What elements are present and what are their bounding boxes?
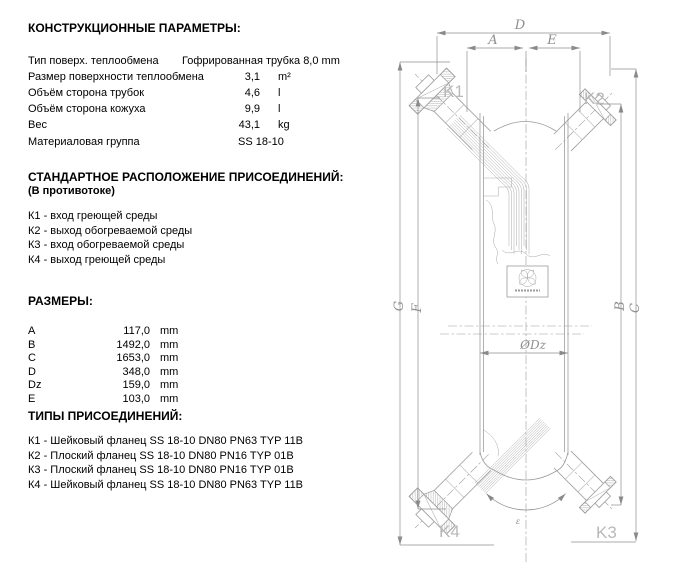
connection-k1-flange <box>396 55 507 166</box>
angle-label: ε <box>515 517 521 526</box>
row-unit: l <box>278 87 281 99</box>
row-unit: mm <box>160 393 179 405</box>
connection-k3-flange <box>540 437 628 525</box>
row-label: Dz <box>28 379 42 391</box>
row-value: Гофрированная трубка 8,0 mm <box>182 55 340 67</box>
list-item: К3 - вход обогреваемой среды <box>28 239 185 251</box>
table-row <box>28 55 373 69</box>
table-row <box>28 352 373 366</box>
connection-label-k3: K3 <box>596 523 617 542</box>
section-subtitle: (В противотоке) <box>28 185 115 197</box>
row-value: 3,1 <box>244 71 260 83</box>
row-unit: mm <box>160 325 179 337</box>
row-label: B <box>28 339 36 351</box>
table-row <box>28 366 373 380</box>
row-unit: mm <box>160 339 179 351</box>
list-item: К3 - Плоский фланец SS 18-10 DN80 PN16 TYP 01B <box>28 464 294 476</box>
table-row <box>28 325 373 339</box>
table-row <box>28 379 373 393</box>
connection-label-k1: K1 <box>443 82 464 101</box>
list-item: К4 - выход греющей среды <box>28 254 166 266</box>
row-value: 117,0 <box>123 325 150 337</box>
table-row <box>28 103 373 117</box>
section-title: КОНСТРУКЦИОННЫЕ ПАРАМЕТРЫ: <box>28 21 241 35</box>
row-value: 159,0 <box>122 379 150 391</box>
row-label: A <box>28 325 36 337</box>
row-label: Объём сторона кожуха <box>28 103 146 115</box>
row-unit: mm <box>160 366 179 378</box>
row-value: 9,9 <box>244 103 260 115</box>
row-value: 4,6 <box>244 87 260 99</box>
row-label: E <box>28 393 36 405</box>
table-row <box>28 71 373 85</box>
dim-label-a: A <box>488 33 498 48</box>
row-unit: l <box>278 103 281 115</box>
dim-label-f: F <box>410 303 425 313</box>
dim-label-d: D <box>514 18 526 33</box>
technical-drawing <box>390 0 700 569</box>
row-unit: kg <box>278 119 290 131</box>
row-unit: m² <box>278 71 291 83</box>
dim-label-e: E <box>547 33 557 48</box>
table-row <box>28 393 373 407</box>
connection-label-k2: K2 <box>584 89 605 108</box>
tube-bundle <box>447 115 550 493</box>
section-title: ТИПЫ ПРИСОЕДИНЕНИЙ: <box>28 409 183 423</box>
table-row <box>28 339 373 353</box>
row-label: D <box>28 366 36 378</box>
manufacturer-logo <box>507 266 548 297</box>
section-title: РАЗМЕРЫ: <box>28 294 93 308</box>
dim-label-c: C <box>628 303 643 313</box>
row-value: 43,1 <box>238 119 260 131</box>
list-item: К2 - Плоский фланец SS 18-10 DN80 PN16 TYP 01B <box>28 450 294 462</box>
list-item: К1 - Шейковый фланец SS 18-10 DN80 PN63 TYP 11B <box>28 435 304 447</box>
row-label: Материаловая группа <box>28 136 140 148</box>
connection-label-k4: K4 <box>439 522 460 541</box>
row-value: 1653,0 <box>116 352 150 364</box>
dim-label-g: G <box>392 300 407 312</box>
table-row <box>28 87 373 101</box>
row-value: 348,0 <box>122 366 150 378</box>
dim-label-dz: ØDz <box>520 338 546 352</box>
table-row <box>28 136 373 150</box>
row-value: 103,0 <box>122 393 150 405</box>
row-label: Вес <box>28 119 47 131</box>
row-unit: mm <box>160 379 179 391</box>
row-label: Тип поверх. теплообмена <box>28 55 159 67</box>
dim-label-b: B <box>613 301 628 311</box>
table-row <box>28 119 373 133</box>
row-value: 1492,0 <box>116 339 150 351</box>
row-label: C <box>28 352 36 364</box>
list-item: К4 - Шейковый фланец SS 18-10 DN80 PN63 TYP 11B <box>28 479 304 491</box>
row-value: SS 18-10 <box>238 136 284 148</box>
list-item: К1 - вход греющей среды <box>28 210 158 222</box>
row-unit: mm <box>160 352 179 364</box>
row-label: Объём сторона трубок <box>28 87 145 99</box>
list-item: К2 - выход обогреваемой среды <box>28 225 193 237</box>
section-title: СТАНДАРТНОЕ РАСПОЛОЖЕНИЕ ПРИСОЕДИНЕНИЙ: <box>28 170 344 184</box>
row-label: Размер поверхности теплообмена <box>28 71 204 83</box>
